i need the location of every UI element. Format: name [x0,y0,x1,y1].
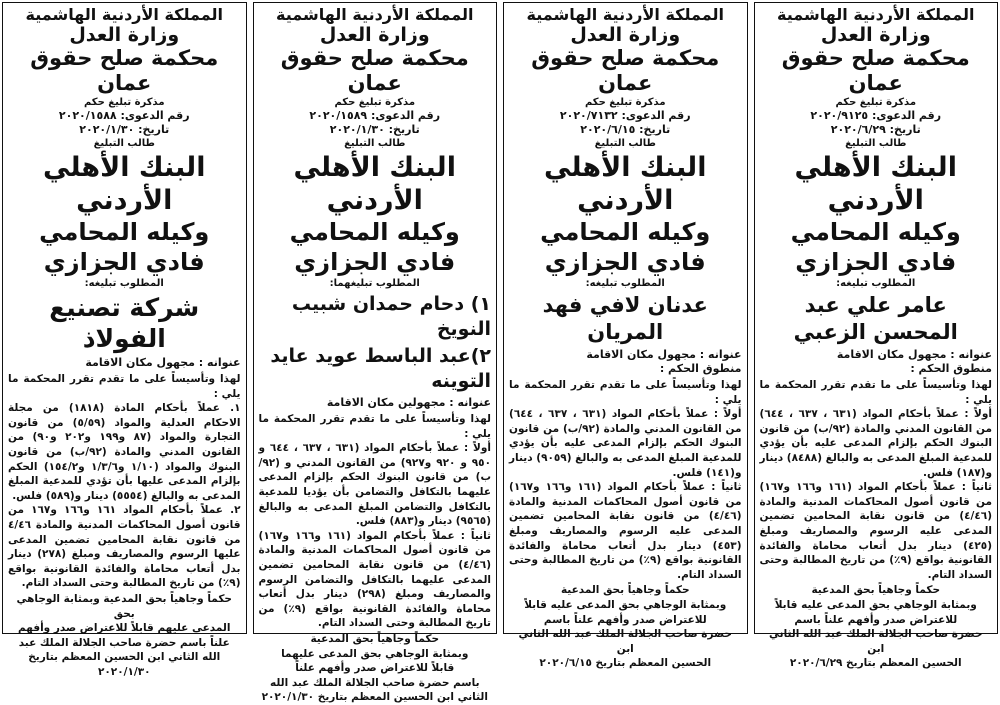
agent-name: وكيله المحامي فادي الجزازي [39,218,210,276]
requester-label: طالب التبليغ [845,138,907,149]
target-label: المطلوب تبليغهما: [329,278,420,289]
verdict-closing: حكماً وجاهياً بحق المدعية وبمثابة الوجاهي بحق المدعى عليه قابلاً للاعتراض صدر وأفهم علناً باسم حضرة صاحب الجلالة الملك عبد الله الثاني ابن الحسين المعظم بتاريخ ٢٠٢٠/٦/٢٩ [769,584,983,670]
target-label: المطلوب تبليغه: [84,278,164,289]
requester-name: البنك الأهلي الأردني [43,152,206,216]
doc-type: مذكرة تبليغ حكم [584,97,666,108]
kingdom-heading: المملكة الأردنية الهاشمية [777,5,975,24]
target-label: المطلوب تبليغه: [585,278,665,289]
verdict-closing: حكماً وجاهياً بحق المدعية وبمثابة الوجاهي بحق المدعى عليه قابلاً للاعتراض صدر وأفهم علناً باسم حضرة صاحب الجلالة الملك عبد الله الثاني ابن الحسين المعظم بتاريخ ٢٠٢٠/٦/١٥ [518,584,732,670]
address: عنوانه : مجهولين مكان الاقامة [326,396,491,409]
notice-3 [253,2,498,704]
notice-date: تاريخ: ٢٠٢٠/١/٣٠ [329,123,420,136]
doc-type: مذكرة تبليغ حكم [835,97,917,108]
target-label: المطلوب تبليغه: [836,278,916,289]
agent-name: وكيله المحامي فادي الجزازي [790,218,961,276]
requester-label: طالب التبليغ [93,138,155,149]
agent-name: وكيله المحامي فادي الجزازي [289,218,460,276]
ministry-heading: وزارة العدل [820,24,931,46]
address: عنوانه : مجهول مكان الاقامة [836,348,992,361]
notice-4 [2,2,247,678]
verdict-intro: منطوق الحكم : [659,362,742,375]
address: عنوانه : مجهول مكان الاقامة [85,356,241,369]
case-number: رقم الدعوى: ٢٠٢٠/١٥٨٩ [309,109,441,122]
requester-name: البنك الأهلي الأردني [794,152,957,216]
kingdom-heading: المملكة الأردنية الهاشمية [526,5,724,24]
ministry-heading: وزارة العدل [570,24,681,46]
verdict-body: لهذا وتأسيساً على ما تقدم تقرر المحكمة ما يلي : أولاً : عملاً بأحكام المواد (٦٣١ ، ٦٣٧ ، ٦٤٤) من القانون المدني والمادة (٩٢/ب) من قانون البنوك الحكم بإلزام المدعى عليه بأن يؤدي للمدعية المبلغ المدعى به والبالغ (٩٠٥٩) دينار و(١٤١) فلس. ثانياً : عملاً بأحكام المواد (١٦١ و١٦٦ و١٦٧) من قانون أصول المحاكمات المدنية والمادة (٤/٤٦) من قانون نقابة المحامين تضمين المدعى عليه الرسوم والمصاريف ومبلغ (٤٥٣) دينار بدل أتعاب محاماة والفائدة القانونية بواقع (٩٪) من تاريخ المطالبة وحتى السداد التام. [509,379,742,581]
notice-date: تاريخ: ٢٠٢٠/١/٣٠ [79,123,170,136]
verdict-closing: حكماً وجاهياً بحق المدعية وبمثابة الوجاهي بحق المدعى عليهما قابلاً للاعتراض صدر وأفهم علناً باسم حضرة صاحب الجلالة الملك عبد الله الثاني ابن الحسين المعظم بتاريخ ٢٠٢٠/١/٣٠ [261,632,488,704]
verdict-body: لهذا وتأسيساً على ما تقدم تقرر المحكمة ما يلي : ١. عملاً بأحكام المادة (١٨١٨) من مجلة الاحكام العدلية والمواد (٥/٥٩) من قانون التجارة والمواد (٨٧ و١٩٩ و٢٠٢ و٩٠) من القانون المدني والمادة (٩٢/ب) من قانون البنوك والمواد (١/١٠ و١/٣/٦ و١٥٤/٢) الحكم بإلزام المدعى عليها بأن تؤدي للمدعية المبلغ المدعى به والبالغ (٥٥٥٤) دينار و(٥٨٩) فلس. ٢. عملاً بأحكام المواد ١٦١ و١٦٦ و١٦٧ من قانون أصول المحاكمات المدنية والمادة ٤/٤٦ من قانون نقابة المحامين تضمين المدعى عليها الرسوم والمصاريف ومبلغ (٢٧٨) دينار بدل أتعاب محاماة والفائدة القانونية بواقع (٩٪) من تاريخ المطالبة وحتى السداد التام. [8,373,241,590]
verdict-body: لهذا وتأسيساً على ما تقدم تقرر المحكمة ما يلي : أولاً : عملاً بأحكام المواد (٦٣١ ، ٦٣٧ ، ٦٤٤) من القانون المدني والمادة (٩٢/ب) من قانون البنوك الحكم بإلزام المدعى عليه بأن يؤدي للمدعية المبلغ المدعى به والبالغ (٨٤٨٨) دينار و(١٨٧) فلس. ثانياً : عملاً بأحكام المواد (١٦١ و١٦٦ و١٦٧) من قانون أصول المحاكمات المدنية والمادة (٤/٤٦) من قانون نقابة المحامين تضمين المدعى عليه الرسوم والمصاريف ومبلغ (٤٢٥) دينار بدل أتعاب محاماة والفائدة القانونية بواقع (٩٪) من تاريخ المطالبة وحتى السداد التام. [759,379,992,581]
court-heading: محكمة صلح حقوق عمان [781,46,970,95]
requester-name: البنك الأهلي الأردني [293,152,456,216]
notice-date: تاريخ: ٢٠٢٠/٦/١٥ [580,123,671,136]
target-name: عدنان لافي فهد المريان [542,293,708,344]
verdict-closing: حكماً وجاهياً بحق المدعية وبمثابة الوجاهي بحق المدعى عليهم قابلاً للاعتراض صدر وأفهم علناً باسم حضرة صاحب الجلالة الملك عبد الله الثاني ابن الحسين المعظم بتاريخ ٢٠٢٠/١/٣٠ [16,592,232,678]
notice-1 [754,2,999,670]
address: عنوانه : مجهول مكان الاقامة [586,348,742,361]
case-number: رقم الدعوى: ٢٠٢٠/٩١٢٥ [810,109,942,122]
target-name-1: ١) دحام حمدان شبيب النويخ [291,293,491,340]
doc-type: مذكرة تبليغ حكم [83,97,165,108]
requester-label: طالب التبليغ [344,138,406,149]
case-number: رقم الدعوى: ٢٠٢٠/٧١٣٢ [559,109,691,122]
requester-label: طالب التبليغ [594,138,656,149]
notice-2 [503,2,748,670]
verdict-body: لهذا وتأسيساً على ما تقدم تقرر المحكمة ما يلي : أولاً : عملاً بأحكام المواد (٦٣١ ، ٦٣٧ ، ٦٤٤ و ٩٥٠ و ٩٢٠ و٩٢٧) من القانون المدني و (٩٢/ب) من قانون البنوك الحكم بإلزام المدعى عليهما بالتكافل والتضامن بأن يؤديا للمدعية بالتكافل والتضامن المبلغ المدعى به والبالغ (٩٥٦٥) دينار و(٨٨٣) فلس. ثانياً : عملاً بأحكام المواد (١٦١ و١٦٦ و١٦٧) من قانون أصول المحاكمات المدنية والمادة (٤/٤٦) من قانون نقابة المحامين تضمين المدعى عليهما بالتكافل والتضامن الرسوم والمصاريف ومبلغ (٢٩٨) دينار بدل أتعاب محاماة والفائدة القانونية بواقع (٩٪) من تاريخ المطالبة وحتى السداد التام. [258,413,491,630]
case-number: رقم الدعوى: ٢٠٢٠/١٥٨٨ [58,109,190,122]
verdict-intro: منطوق الحكم : [910,362,992,375]
target-name: شركة تصنيع الفولاذ [49,293,200,353]
kingdom-heading: المملكة الأردنية الهاشمية [276,5,474,24]
kingdom-heading: المملكة الأردنية الهاشمية [25,5,223,24]
ministry-heading: وزارة العدل [69,24,180,46]
doc-type: مذكرة تبليغ حكم [334,97,416,108]
requester-name: البنك الأهلي الأردني [544,152,707,216]
court-heading: محكمة صلح حقوق عمان [531,46,720,95]
ministry-heading: وزارة العدل [319,24,430,46]
court-heading: محكمة صلح حقوق عمان [30,46,219,95]
target-name: عامر علي عبد المحسن الزعبي [793,293,958,344]
notice-date: تاريخ: ٢٠٢٠/٦/٢٩ [830,123,921,136]
court-heading: محكمة صلح حقوق عمان [280,46,469,95]
target-name-2: ٢)عبد الباسط عويد عايد التوينه [270,345,491,392]
agent-name: وكيله المحامي فادي الجزازي [540,218,711,276]
